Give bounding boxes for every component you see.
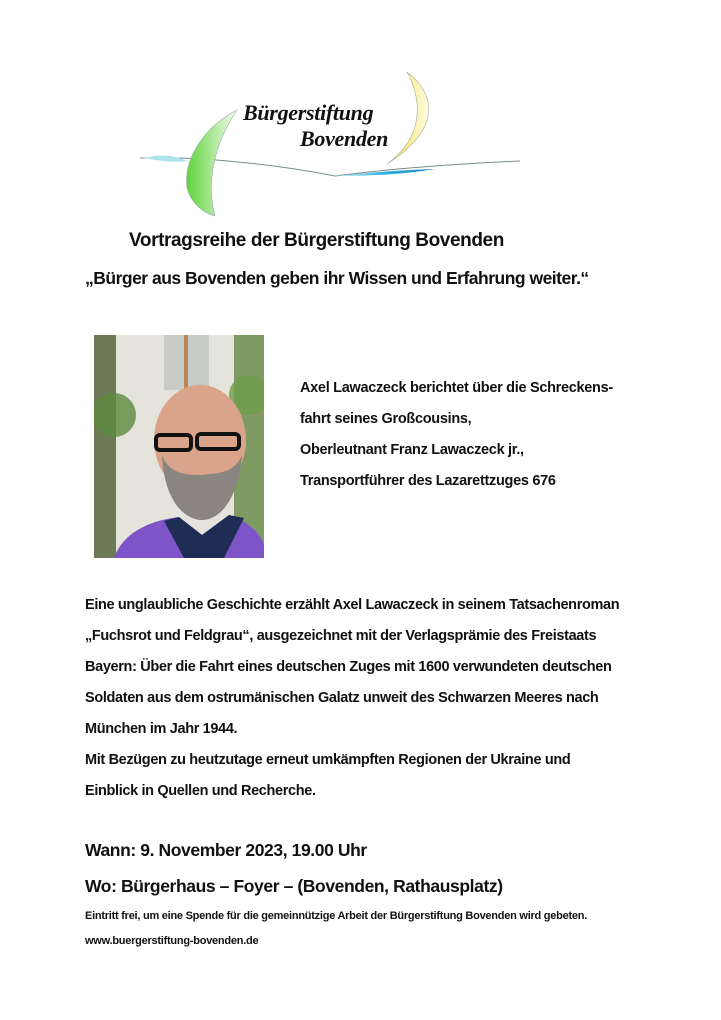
event-location: Wo: Bürgerhaus – Foyer – (Bovenden, Rathausplatz) xyxy=(85,876,503,896)
speaker-line: Transportführer des Lazarettzuges 676 xyxy=(300,473,556,489)
body-line: „Fuchsrot und Feldgrau“, ausgezeichnet mit der Verlagsprämie des Freistaats xyxy=(85,628,597,644)
speaker-line: Axel Lawaczeck berichtet über die Schreckens- xyxy=(300,380,613,396)
speaker-description xyxy=(300,373,613,497)
website-link[interactable]: www.buergerstiftung-bovenden.de xyxy=(85,935,259,947)
logo-text-line1: Bürgerstiftung xyxy=(243,100,374,125)
foundation-logo xyxy=(135,68,525,218)
body-line: München im Jahr 1944. xyxy=(85,721,238,737)
portrait-image-icon xyxy=(94,335,264,558)
admission-note: Eintritt frei, um eine Spende für die gemeinnützige Arbeit der Bürgerstiftung Bovenden wird gebeten. xyxy=(85,910,588,922)
event-description xyxy=(85,590,665,807)
speaker-photo xyxy=(94,335,264,558)
body-line: Soldaten aus dem ostrumänischen Galatz unweit des Schwarzen Meeres nach xyxy=(85,690,599,706)
logo-text-line2: Bovenden xyxy=(300,126,389,151)
page-title: Vortragsreihe der Bürgerstiftung Bovenden xyxy=(129,230,504,251)
speaker-line: fahrt seines Großcousins, xyxy=(300,411,472,427)
body-line: Eine unglaubliche Geschichte erzählt Axel Lawaczeck in seinem Tatsachenroman xyxy=(85,597,620,613)
body-line: Mit Bezügen zu heutzutage erneut umkämpften Regionen der Ukraine und xyxy=(85,752,571,768)
body-line: Einblick in Quellen und Recherche. xyxy=(85,783,316,799)
body-line: Bayern: Über die Fahrt eines deutschen Zuges mit 1600 verwundeten deutschen xyxy=(85,659,612,675)
event-date: Wann: 9. November 2023, 19.00 Uhr xyxy=(85,840,367,860)
speaker-line: Oberleutnant Franz Lawaczeck jr., xyxy=(300,442,524,458)
page-subtitle: „Bürger aus Bovenden geben ihr Wissen und Erfahrung weiter.“ xyxy=(85,268,589,288)
